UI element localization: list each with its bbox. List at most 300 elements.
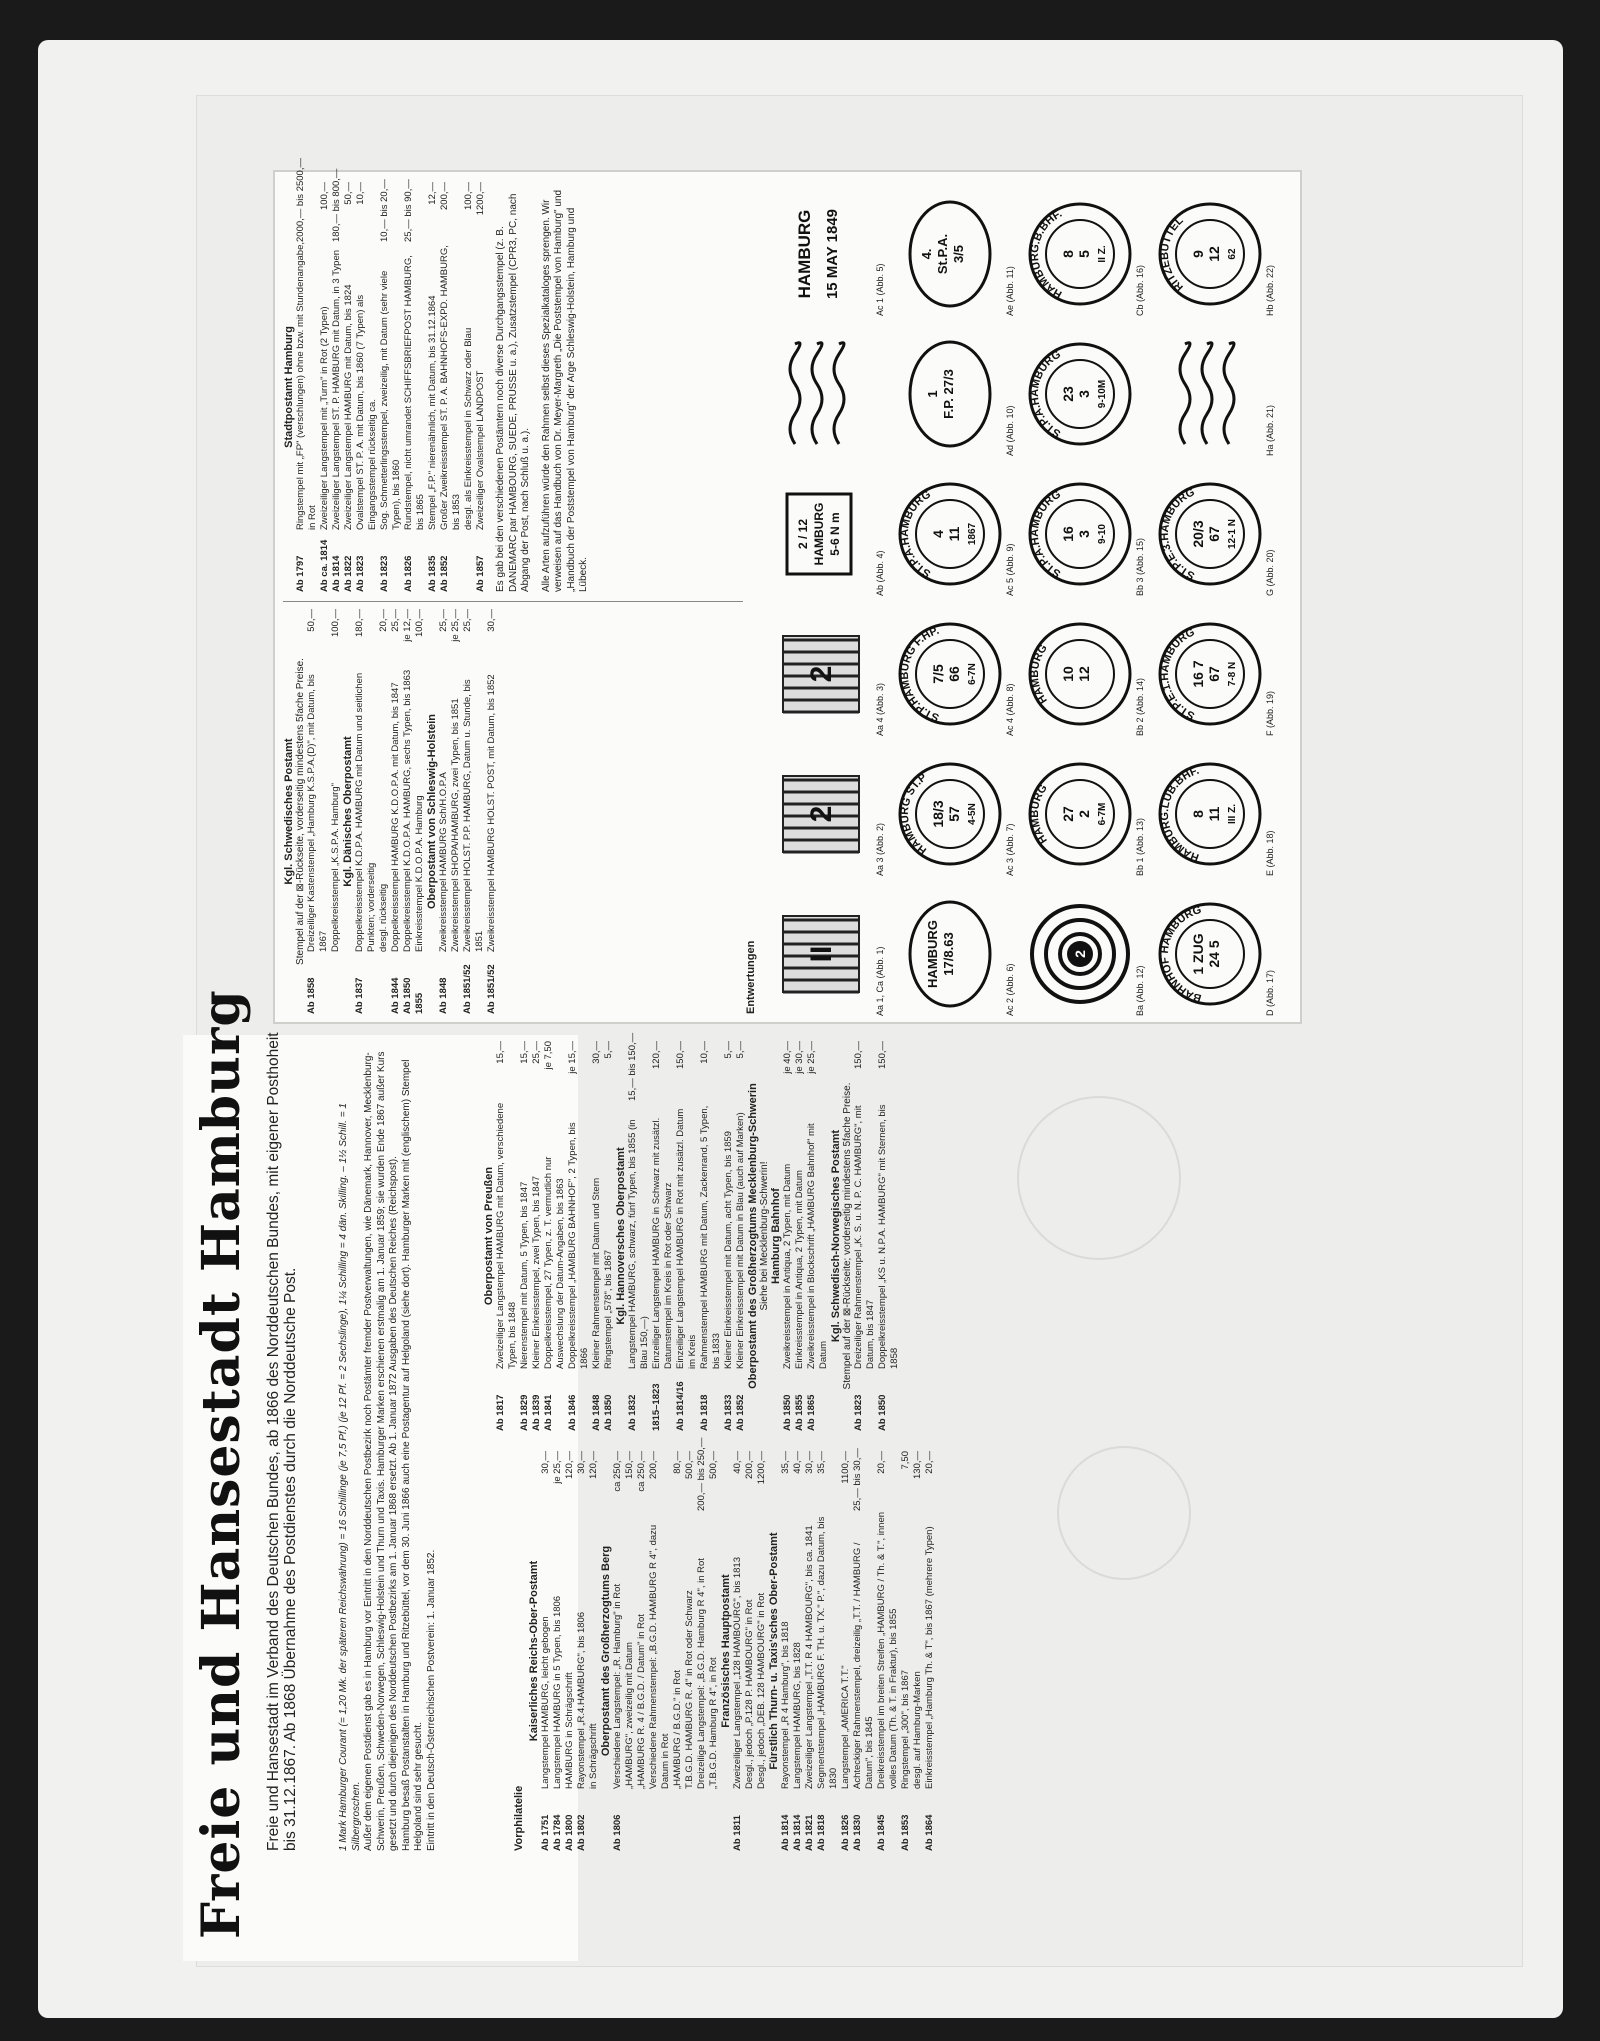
entry-year xyxy=(330,952,342,1014)
entry-year: Ab 1850 xyxy=(402,977,413,1014)
postmark-grid xyxy=(765,895,875,1015)
entry-text: Kleiner Rahmenstempel mit Datum und Stern xyxy=(591,1177,602,1369)
postmark-cell xyxy=(1155,887,1275,1022)
postmark-cell xyxy=(765,327,875,462)
entry-year: Ab 1822 xyxy=(343,555,354,592)
catalog-section xyxy=(770,1041,830,1431)
entry-text: desgl. rückseitig xyxy=(378,883,389,952)
entry-price: 5,— xyxy=(603,1041,614,1059)
entry-year: Ab 1844 xyxy=(390,977,401,1014)
entry-year: Ab 1826 xyxy=(403,555,414,592)
catalog-section xyxy=(600,1437,720,1851)
postmark-text: 17/8.63 xyxy=(941,932,956,977)
catalog-entry xyxy=(900,1451,912,1851)
postmark-text: 6-7N xyxy=(967,663,978,686)
postmark-caption: F (Abb. 19) xyxy=(1265,690,1275,736)
postmark-caption: Bb 3 (Abb. 15) xyxy=(1135,537,1145,596)
entry-year: Ab 1814 xyxy=(331,555,342,592)
entry-price: 30,— xyxy=(540,1451,551,1474)
catalog-entry xyxy=(519,1041,531,1431)
postmark-text: 9-10 xyxy=(1097,524,1108,545)
entry-text: Rayonstempel „R 4 Hamburg", bis 1818 xyxy=(780,1621,791,1789)
entry-year: Ab 1814 xyxy=(792,1814,803,1851)
postmark-cell xyxy=(895,887,1015,1022)
entry-price: 30,— xyxy=(576,1451,587,1474)
entry-text: Einzeiliger Langstempel HAMBURG in Rot mit zusätzl. Datum im Kreis xyxy=(675,1108,698,1369)
entry-year xyxy=(378,952,390,1014)
entry-year: Ab 1858 xyxy=(306,977,317,1014)
catalog-entry xyxy=(450,609,462,1014)
postmark-arc-text: ST.P.A.HAMBURG xyxy=(1028,488,1063,581)
postmark-cell xyxy=(1155,327,1275,462)
section-heading: Kgl. Schwedisches Postamt xyxy=(283,738,295,885)
entry-year: Ab 1802 xyxy=(576,1814,587,1851)
catalog-entry xyxy=(603,1041,615,1431)
entry-price: 40,— xyxy=(732,1451,743,1474)
entry-text: Zweikreisstempel HAMBURG HOLST. POST, mit Datum, bis 1852 xyxy=(486,674,497,952)
entry-text: Desgl., jedoch „DEB. 128 HAMBOURG" in Rot xyxy=(756,1592,767,1789)
postmark-cell xyxy=(895,467,1015,602)
entry-text: Zweizeiliger Langstempel HAMBURG mit Datum, verschiedene Typen, bis 1848 xyxy=(495,1102,518,1369)
entry-year xyxy=(684,1789,696,1851)
entry-text: „HAMBURG", zweizeilig mit Datum xyxy=(624,1642,635,1789)
entry-price: 1200,— xyxy=(475,182,486,216)
entry-price: 80,— xyxy=(672,1451,683,1474)
catalog-section xyxy=(830,1041,901,1431)
postmark-text: 3 xyxy=(1076,390,1092,399)
catalog-entry xyxy=(330,609,342,1014)
entry-price: 130,— xyxy=(912,1451,923,1479)
catalog-entry xyxy=(806,1041,830,1431)
catalog-entry xyxy=(732,1451,744,1851)
entry-price: ca 250,— xyxy=(636,1451,647,1492)
postmark-arc-text: ST.P.E.3.HAMBURG xyxy=(1158,486,1197,583)
postmark-cell xyxy=(1155,187,1275,322)
entwertungen-heading: Entwertungen xyxy=(745,940,757,1014)
entry-text: Doppelkreisstempel HAMBURG K.D.O.P.A. mit Datum, bis 1847 xyxy=(390,682,401,952)
postmark-text: 2 xyxy=(1072,950,1088,959)
entry-price: 1100,— xyxy=(840,1451,851,1484)
catalog-entry xyxy=(591,1041,603,1431)
entry-text: Doppelkreisstempel „KS u. N.P.A. HAMBURG" mit Sternen, bis 1858 xyxy=(877,1104,900,1369)
catalog-entry xyxy=(853,1041,877,1431)
entry-text: Ringstempel „578", bis 1867 xyxy=(603,1249,614,1369)
entry-year: 1815–1823 xyxy=(651,1383,662,1431)
entry-text: Langstempel HAMBURG, leicht gebogen xyxy=(540,1616,551,1789)
postmark-text: 2 / 12 xyxy=(796,519,810,550)
section-heading: Fürstlich Thurn- u. Taxis'sches Ober-Postamt xyxy=(768,1532,780,1770)
entry-year: Ab 1845 xyxy=(876,1814,887,1851)
postmark-circ xyxy=(1155,895,1265,1015)
entry-text: Zweizeiliger Langstempel mit „Turm" in Rot (2 Typen) xyxy=(319,306,330,530)
postmark-caption: Ac 5 (Abb. 9) xyxy=(1005,543,1015,596)
postmark-cell xyxy=(1155,607,1275,742)
entry-text: Rayonstempel „R.4.HAMBURG", bis 1806 xyxy=(576,1611,587,1789)
entry-text: „T.B.G.D. Hamburg R 4", in Rot xyxy=(708,1657,719,1789)
entry-price: 200,— xyxy=(744,1451,755,1479)
postmark-text: 27 xyxy=(1060,806,1076,823)
entry-price: je 25,— xyxy=(552,1451,563,1484)
postmark-circ xyxy=(1155,755,1265,875)
entry-price: 120,— xyxy=(588,1451,599,1479)
postmark-circ xyxy=(1025,195,1135,315)
postmark-cell xyxy=(765,747,885,882)
entry-price: 200,— bis 250,— xyxy=(696,1437,707,1511)
entry-year xyxy=(672,1789,684,1851)
entry-price: je 30,— xyxy=(794,1041,805,1074)
catalog-entry xyxy=(756,1451,768,1851)
entry-year: Ab ca. 1814 xyxy=(319,539,330,592)
postmark-arc-text: HAMBURG xyxy=(1028,782,1050,847)
entry-text: desgl. als Einkreisstempel in Schwarz oder Blau xyxy=(463,327,474,530)
entry-price: 2000,— bis 2500,— xyxy=(295,158,306,242)
postmark-caption: D (Abb. 17) xyxy=(1265,969,1275,1016)
entry-text: Zweizeiliger Ovalstempel LANDPOST xyxy=(475,370,486,530)
postmark-caption: Aa 1, Ca (Abb. 1) xyxy=(875,946,885,1016)
catalog-section xyxy=(483,1041,615,1431)
catalog-entry xyxy=(624,1451,636,1851)
catalog-entry xyxy=(612,1451,624,1851)
entry-text: Verschiedene Langstempel: „R. Hamburg" in Rot xyxy=(612,1583,623,1789)
postmark-text: HAMBURG xyxy=(795,210,814,299)
postmark-caption: Ha (Abb. 21) xyxy=(1265,404,1275,456)
postmark-text: 8 xyxy=(1060,250,1076,259)
entry-year xyxy=(450,952,462,1014)
entry-text: Zweikreisstempel HAMBURG Sch/H.O.P.A xyxy=(438,772,449,952)
postmark-text: 67 xyxy=(1206,666,1222,683)
entry-text: Dreizeiliger Rahmenstempel „K. S. u. N. P. C. HAMBURG", mit Datum, bis 1847 xyxy=(853,1105,876,1369)
history-paragraph: Außer dem eigenen Postdienst gab es in Hamburg vor Eintritt in den Norddeutschen Postbezirk noch Postämter fremder Postverwaltungen, wie Dänemark, Hannover, Mecklenburg-Schwerin, Preußen, Schweden-Norwegen, Schleswig-Holstein und Thurn und Taxis. Hamburger Marken erschienen erstmalig am 1. Januar 1859; sie wurden Ende 1867 außer Kurs gesetzt und durch diejenigen des Norddeutschen Postbezirks am 1. Januar 1868 ersetzt. Ab 1. Januar 1872 Ausgaben des Deutschen Reiches (Reichspost). xyxy=(363,1051,399,1851)
currency-note: 1 Mark Hamburger Courant (= 1,20 Mk. der späteren Reichswährung) = 16 Schillinge (je 7,5 Pf.) (je 12 Pf. = 2 Sechslinge), 1¼ Schilling = 4 dän. Skilling. – 1½ Schill. = 1 Silbergroschen. xyxy=(338,1103,362,1851)
postmark-text: 2 xyxy=(805,806,838,823)
postmark-arc-text: ST.P.A.HAMBURG xyxy=(898,488,933,581)
entry-text: Einkreisstempel K.D.O.P.A. Hamburg xyxy=(414,795,425,952)
postmark-ring xyxy=(1025,895,1135,1015)
entry-price: je 25,— xyxy=(806,1041,817,1074)
entry-price: 12,— xyxy=(427,182,438,205)
entry-price: 20,— xyxy=(876,1451,887,1474)
catalog-entry xyxy=(552,1451,564,1851)
catalog-entry xyxy=(877,1041,901,1431)
postmark-text: 18/3 xyxy=(930,800,946,829)
entry-price: 15,— xyxy=(519,1041,530,1064)
entry-text: Doppelkreisstempel K.D.O.P.A. HAMBURG, sechs Typen, bis 1863 xyxy=(402,669,413,952)
entry-price: 35,— xyxy=(780,1451,791,1474)
entry-year xyxy=(463,530,475,592)
catalog-page-right xyxy=(273,158,1302,1024)
catalog-section xyxy=(768,1448,936,1851)
postmark-text: 10 xyxy=(1060,666,1076,683)
entry-price: 100,— xyxy=(414,609,425,637)
postmark-text: 7-8 N xyxy=(1227,662,1238,687)
entry-price: 25,— xyxy=(462,609,473,632)
postmark-text: HAMBURG xyxy=(925,920,940,989)
catalog-entry xyxy=(636,1451,648,1851)
catalog-entry xyxy=(744,1451,756,1851)
catalog-entry xyxy=(414,609,426,1014)
postmark-caption: Ac 1 (Abb. 5) xyxy=(875,263,885,316)
entry-year: Ab 1832 xyxy=(627,1394,638,1431)
entry-text: Langstempel HAMBURG, schwarz, fünf Typen, bis 1855 (in Blau 150,—) xyxy=(627,1119,650,1369)
postmark-caption: Ae (Abb. 11) xyxy=(1005,266,1015,316)
catalog-entry xyxy=(378,609,390,1014)
entry-year: Ab 1850 xyxy=(782,1394,793,1431)
column-right-sections xyxy=(483,1032,901,1431)
postmark-text: II xyxy=(805,946,838,963)
history-paragraph: Hamburg besaß Postanstalten in Hamburg und Ritzebüttel, vor dem 30. Juni 1866 auch eine Postagentur auf Helgoland (siehe dort). Hamburger Marken mit (englischem) Stempel Helgoland sind sehr gesucht. xyxy=(400,1059,424,1851)
catalog-entry xyxy=(486,609,498,1014)
postmark-cell xyxy=(1155,747,1275,882)
section-heading: Oberpostamt von Schleswig-Holstein xyxy=(426,714,438,909)
catalog-entry xyxy=(588,1451,600,1851)
postmark-line xyxy=(765,195,875,315)
catalog-entry xyxy=(794,1041,806,1431)
catalog-entry xyxy=(816,1451,840,1851)
section-heading: Hamburg Bahnhof xyxy=(770,1188,782,1284)
entry-text: Doppelkreisstempel „K.S.P.A. Hamburg" xyxy=(330,783,341,952)
entry-year: Ab 1852 xyxy=(439,555,450,592)
column-left-sections xyxy=(528,1437,936,1851)
section-heading: Kgl. Dänisches Oberpostamt xyxy=(342,736,354,887)
entry-year: Ab 1864 xyxy=(924,1814,935,1851)
postmark-oval xyxy=(895,335,1005,455)
postmark-text: 67 xyxy=(1206,526,1222,543)
entry-year: Ab 1814 xyxy=(780,1814,791,1851)
catalog-section xyxy=(342,609,426,1014)
section-heading: Oberpostamt des Großherzogtums Berg xyxy=(600,1545,612,1757)
catalog-entry xyxy=(564,1451,576,1851)
vorphilatelie-heading: Vorphilatelie xyxy=(513,1785,525,1851)
postmark-arc-text: HAMBURG xyxy=(1028,642,1050,707)
section-note: Stempel auf der ⊠-Rückseite, vorderseitig mindestens 5fache Preise. xyxy=(295,658,306,965)
postmark-cell xyxy=(765,467,885,602)
postmark-arc-text: HAMBURG ST.P xyxy=(898,771,930,858)
section-note: Siehe bei Mecklenburg-Schwerin! xyxy=(759,1161,770,1311)
postmark-text: St.P.A. xyxy=(935,234,950,275)
postmark-text: 11 xyxy=(1206,807,1222,822)
column-divider xyxy=(283,601,743,602)
postmark-text: 9 xyxy=(1190,250,1206,259)
postmark-caption: Ba (Abb. 12) xyxy=(1135,965,1145,1016)
postmark-text: 4 xyxy=(930,530,946,539)
entry-year xyxy=(744,1789,756,1851)
entry-text: Großer Zweikreisstempel ST. P. A. BAHNHOFS-EXPD. HAMBURG, bis 1853 xyxy=(439,245,462,530)
entry-year: Ab 1846 xyxy=(567,1394,578,1431)
catalog-entry xyxy=(648,1451,672,1851)
entry-year xyxy=(588,1789,600,1851)
entry-text: Nierenstempel mit Datum, 5 Typen, bis 1847 xyxy=(519,1181,530,1369)
entry-text: Einkreisstempel in Antiqua, 2 Typen, mit Datum xyxy=(794,1170,805,1369)
entry-year: 1855 xyxy=(414,992,425,1014)
entry-year: Ab 1853 xyxy=(900,1814,911,1851)
entry-year: Ab 1848 xyxy=(438,977,449,1014)
catalog-entry xyxy=(675,1041,699,1431)
postmark-arc-text: ST.P.A.HAMBURG xyxy=(1028,348,1063,441)
catalog-entry xyxy=(495,1041,519,1431)
postmark-text: 4. xyxy=(919,249,934,260)
entry-text: Kleiner Einkreisstempel mit Datum, acht Typen, bis 1859 xyxy=(723,1131,734,1369)
entry-text: Langstempel „AMERICA T.T." xyxy=(840,1665,851,1789)
postmark-caption: Ac 4 (Abb. 8) xyxy=(1005,683,1015,736)
entry-price: 100,— xyxy=(330,609,341,637)
postmark-text: 16 xyxy=(1060,526,1076,543)
entry-price: 100,— xyxy=(463,182,474,210)
entry-price: je 25,— xyxy=(450,609,461,642)
entry-text: Doppelkreisstempel K.D.P.A. HAMBURG mit Datum und seitlichen Punkten; vorderseitig xyxy=(354,672,377,952)
entry-price: 1200,— xyxy=(756,1451,767,1485)
postmark-circ xyxy=(1025,615,1135,735)
entry-price: 10,— xyxy=(699,1041,710,1064)
catalog-entry xyxy=(355,182,379,592)
entry-year: Ab 1818 xyxy=(699,1394,710,1431)
postmark-text: 3/5 xyxy=(951,245,966,264)
entry-price: 50,— xyxy=(343,182,354,205)
postmark-text: F.P. 27/3 xyxy=(941,369,956,420)
entry-year: Ab 1839 xyxy=(531,1394,542,1431)
catalog-entry xyxy=(390,609,402,1014)
catalog-section xyxy=(283,609,342,1014)
section-heading: Oberpostamt von Preußen xyxy=(483,1166,495,1306)
entry-price: je 12,— xyxy=(402,609,413,642)
entry-price: 500,— xyxy=(684,1451,695,1479)
entry-price: 120,— xyxy=(651,1041,662,1069)
entry-year: Ab 1829 xyxy=(519,1394,530,1431)
entry-text: Zweizeiliger Langstempel „T.T. R 4 HAMBOURG", bis ca. 1841 xyxy=(804,1525,815,1789)
catalog-entry xyxy=(780,1451,792,1851)
postmark-caption: Cb (Abb. 16) xyxy=(1135,264,1145,316)
entry-text: Doppelkreisstempel, 27 Typen, z. T. vermutlich nur Auswechslung der Datum-Angaben, bis 1863 xyxy=(543,1156,566,1369)
entry-price: 25,— bis 30,— xyxy=(852,1448,863,1511)
postmark-text: 12 xyxy=(1206,246,1222,263)
postmark-circ xyxy=(1025,755,1135,875)
postmark-cell xyxy=(1025,887,1145,1022)
entry-year: Ab 1784 xyxy=(552,1814,563,1851)
catalog-section xyxy=(426,609,498,1014)
entry-price: 10,— xyxy=(355,182,366,205)
postmark-wave xyxy=(1155,335,1265,455)
postmark-text: 1 ZUG xyxy=(1190,933,1206,976)
postmark-text: 1 xyxy=(925,390,940,399)
entry-price: 200,— xyxy=(439,182,450,210)
entry-text: „HAMBURG R. 4 / B.G.D. / Datum" in Rot xyxy=(636,1614,647,1789)
entry-year: Ab 1865 xyxy=(806,1394,817,1431)
postmark-text: 24 5 xyxy=(1206,940,1222,969)
postmark-text: 5-6 N m xyxy=(828,512,842,557)
postmark-text: 11 xyxy=(946,527,962,542)
catalog-entry xyxy=(876,1451,900,1851)
postmark-caption: Ac 3 (Abb. 7) xyxy=(1005,823,1015,876)
entry-price: je 15,— xyxy=(567,1041,578,1074)
entry-price: 15,— bis 150,— xyxy=(627,1032,638,1101)
entry-text: Ringstempel mit „FP" (verschlungen) ohne bzw. mit Stundenangabe, in Rot xyxy=(295,242,318,530)
catalog-entry xyxy=(462,609,486,1014)
postmark-circ xyxy=(1025,335,1135,455)
catalog-entry xyxy=(782,1041,794,1431)
section-heading: Französisches Hauptpostamt xyxy=(720,1574,732,1728)
catalog-entry xyxy=(354,609,378,1014)
catalog-entry xyxy=(438,609,450,1014)
postmark-caption: Aa 3 (Abb. 2) xyxy=(875,822,885,876)
postmark-text: 66 xyxy=(946,666,962,683)
postmark-text: 16 7 xyxy=(1190,660,1206,689)
entry-price: 10,— bis 20,— xyxy=(379,179,390,242)
catalog-section xyxy=(283,158,487,592)
entry-price: je 7,50 xyxy=(543,1041,554,1070)
postmark-oval xyxy=(895,195,1005,315)
entry-price: 150,— xyxy=(624,1451,635,1479)
entry-text: Zweikreisstempel HOLST. P.P. HAMBURG, Datum u. Stunde, bis 1851 xyxy=(462,679,485,952)
entry-price: 30,— xyxy=(804,1451,815,1474)
postmark-cell xyxy=(895,187,1015,322)
history-paragraph: Eintritt in den Deutsch-Österreichischen Postverein: 1. Januar 1852. xyxy=(425,1549,437,1851)
entry-price: 15,— xyxy=(495,1041,506,1064)
postmark-circ xyxy=(895,475,1005,595)
postmark-text: 62 xyxy=(1227,248,1238,261)
entry-price: 150,— xyxy=(853,1041,864,1069)
entry-price: 500,— xyxy=(708,1451,719,1479)
entry-year: Ab 1818 xyxy=(816,1814,827,1851)
postmark-gallery xyxy=(765,172,1285,1022)
entry-year xyxy=(708,1789,720,1851)
postmark-wave xyxy=(765,335,875,455)
album-sheet xyxy=(38,40,1563,2018)
entry-text: Zweikreisstempel in Antiqua, 2 Typen, mit Datum xyxy=(782,1163,793,1369)
entry-year xyxy=(636,1789,648,1851)
entry-text: Einkreisstempel „Hamburg Th. & T", bis 1867 (mehrere Typen) xyxy=(924,1526,935,1789)
entry-price: je 40,— xyxy=(782,1041,793,1074)
catalog-entry xyxy=(402,609,414,1014)
catalog-entry xyxy=(708,1451,720,1851)
catalog-entry xyxy=(924,1451,936,1851)
entry-text: Zweizeiliger Langstempel ST. P. HAMBURG mit Datum, in 3 Typen xyxy=(331,249,342,530)
section-heading: Stadtpostamt Hamburg xyxy=(283,326,295,448)
entry-price: 25,— xyxy=(390,609,401,632)
postmark-text: 8 xyxy=(1190,810,1206,819)
entry-year: Ab 1811 xyxy=(732,1815,743,1851)
catalog-entry xyxy=(306,609,330,1014)
catalog-entry xyxy=(463,182,475,592)
entry-price: 40,— xyxy=(792,1451,803,1474)
postmark-oval xyxy=(895,895,1005,1015)
ghost-postmark xyxy=(1017,1096,1181,1260)
entry-price: 7,50 xyxy=(900,1451,911,1470)
postmark-cell xyxy=(765,887,885,1022)
entry-year: Ab 1852 xyxy=(735,1394,746,1431)
catalog-entry xyxy=(295,158,319,592)
postmark-arc-text: ST.P.HAMBURG F.HP. xyxy=(898,625,941,724)
entry-price: 150,— xyxy=(675,1041,686,1069)
postmark-text: 57 xyxy=(946,806,962,823)
postmark-arc-text: HAMBURG.B.BHF. xyxy=(1028,208,1065,301)
entry-text: Kleiner Einkreisstempel, zwei Typen, bis 1847 xyxy=(531,1175,542,1369)
entry-text: Dreizeilige Langstempel: „B.G.D. Hamburg R 4", in Rot xyxy=(696,1558,707,1789)
entry-text: HAMBURG in Schrägschrift xyxy=(564,1672,575,1789)
entry-text: Dreikreisstempel im breiten Streifen „HAMBURG / Th. & T.", innen volles Datum (Th. & T. in Fraktur), bis 1855 xyxy=(876,1511,899,1789)
entry-text: Rahmenstempel HAMBURG mit Datum, Zackenrand, 5 Typen, bis 1833 xyxy=(699,1105,722,1369)
postmark-circ xyxy=(1155,195,1265,315)
postmark-text: II Z. xyxy=(1097,245,1108,264)
postmark-circ xyxy=(895,615,1005,735)
postmark-text: 7/5 xyxy=(930,664,946,685)
entry-year xyxy=(696,1789,708,1851)
entry-price: 20,— xyxy=(924,1451,935,1474)
catalog-entry xyxy=(684,1451,696,1851)
postmark-caption: Ad (Abb. 10) xyxy=(1005,405,1015,456)
section-note: Stempel auf der ⊠-Rückseite; vorderseitig mindestens 5fache Preise. xyxy=(842,1082,853,1390)
postmark-text: 6-7M xyxy=(1097,803,1108,826)
entry-price: 100,— xyxy=(319,182,330,210)
section-heading: Oberpostamt des Großherzogtums Mecklenburg-Schwerin xyxy=(747,1083,759,1389)
